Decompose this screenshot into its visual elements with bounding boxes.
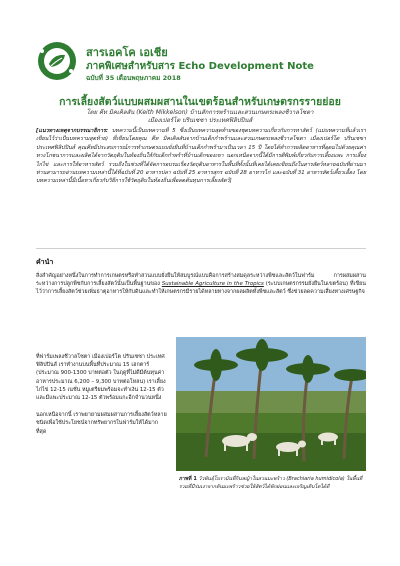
body-paragraph: นอกเหนือจากนี้ เราพยายามผสมผสานการเลี้ยงสัตว์หลายชนิดเพื่อใช้ประโยชน์จากทรัพยากรในฟาร์มให้ได้มากที่สุด	[36, 412, 167, 435]
section-divider	[36, 248, 366, 249]
intro-text-b: (ระบบเกษตรกรรมยั่งยืนในเขตร้อน) ที่เขียนไว้ว่าการเลี้ยงสัตว์ช่วยเพิ่มธาตุอาหารให้กับดินและทำให้เกษตรกรมีรายได้หลายทางจากผลผลิตทั้งพืชและสัตว์ ซึ่งช่วยลดความเสี่ยงทางเศรษฐกิจ	[36, 281, 366, 296]
intro-text-a: สิ่งสำคัญอย่างหนึ่งในการทำการเกษตรหรือทำสวนแบบยั่งยืนให้สมบูรณ์แบบคือการสร้างสมดุลระหว่างพืชและสัตว์ในฟาร์ม การผสมผสานระหว่างการปลูกพืชกับการเลี้ยงสัตว์นั้นเป็นพื้นฐานของ	[36, 273, 366, 288]
body-column	[36, 353, 168, 445]
globe-leaf-logo-icon	[36, 40, 78, 82]
intro-heading: คำนำ	[36, 258, 54, 266]
masthead-title: สารเอคโค เอเชีย	[86, 46, 168, 59]
byline-location: เมืองเปอร์โต ปรินเซซา ประเทศฟิลิปปินส์	[147, 117, 253, 124]
byline	[0, 109, 400, 125]
cattle-grazing-photo	[176, 337, 366, 471]
issue-info: ฉบับที่ 35 เดือนพฤษภาคม 2018	[86, 74, 181, 82]
byline-author: โดย คีท มิคเคิลสัน (Keith Mikkelson) บ้านสักการพร้านและสวนเกษตรเพลงชีวาลโซตา	[86, 109, 314, 116]
editor-note-label: [แนวทางเหตุจากบรรณาธิการ:	[36, 128, 109, 134]
editor-note	[36, 127, 366, 186]
intro-paragraph	[36, 272, 366, 297]
masthead-subtitle: ภาคพิเศษสำหรับสาร Echo Development Note	[86, 61, 314, 72]
sustainable-agriculture-link[interactable]: Sustainable Agriculture in the Tropics	[161, 281, 264, 288]
masthead	[86, 46, 386, 83]
header	[0, 0, 400, 86]
body-paragraph: ที่ฟาร์มเพลงชีวาลโซตา เมืองเปอร์โต ปรินเซซา ประเทศฟิลิปปินส์ เราทำงานบนพื้นที่ประมาณ 15 เฮกตาร์ (ประมาณ 900-1300 บาทต่อตัว ในฤดูที่ไม่ดีมีต้นทุนค่าอาหารประมาณ 6,200 – 9,300 บาทต่อโหลน) เราเลี้ยงไก่ไข่ 12-15 เนชั่น หมูเตรียมพร้อมจะทำเงิน 12-15 ตัวและมีแพะประมาณ 12-15 ตัวพร้อมแกะอีกจำนวนหนึ่ง	[36, 354, 166, 402]
editor-note-text: บทความนี้เป็นบทความที่ 5 ซึ่งเป็นบทความสุดท้ายของชุดบทความเกี่ยวกับการหาสัตว์ (แม่บทความที่แล้วเราเขียนไว้ว่าเป็นบทความสุดท้าย) ที่เขียนโดยคุณ คีท มิคเคิลสันจากบ้านเด็กกำพร้านและสวนเกษตรเพลงชีวาลโซตา เมืองเปอร์โต ปรินเซซา ประเทศฟิลิปปินส์ คุณคีทมีประสบการณ์การทำเกษตรแบบยั่งยืนที่บ้านเด็กกำพร้ามาเป็นเวลา 15 ปี โดยได้ทำการผลิตอาหารที่อุดมไปด้วยคุณค่าทางโภชนาการและผลิตได้จากวัตถุดิบในท้องถิ่นให้กับเด็กกำพร้าที่บ้านเด็กของเขา นอกเหนือจากนี้ได้มีการตีพิมพ์เกี่ยวกับการเลี้ยงแพะ การเลี้ยงไก่ไข่ และการให้อาหารสัตว์ รวมถึงในช่วงที่ได้จัดการอบรมเรื่องวัตถุดิบอาหารในพื้นที่ทั้งนั้นที่เคยได้เคยเขียนถึงในสารสัตว์หลายฉบับที่ผ่านมา ท่านสามารถอ่านบทความเหล่านี้ได้ที่ฉบับที่ 20 อาหารปลา ฉบับที่ 25 อาหารสุกร ฉบับที่ 28 อาหารไก่ และฉบับที่ 31 อาหารสัตว์เคี้ยวเอื้อง โดยบทความเหล่านี้มีเนื้อหาเกี่ยวกับวิธีการใช้วัตถุดิบในท้องถิ่นเพื่อลดต้นทุนการเลี้ยงสัตว์]	[36, 128, 366, 185]
caption-text: วัวพันธุ์โบรามันที่กินหญ้าในสวนมะพร้าว (Brachiaria humidicola) ในพื้นที่รวมที่มีร่มเงาจากต้นมะพร้าวช่วยให้สัตว์ได้พักผ่อนและเจริญเติบโตได้ดี	[179, 476, 363, 490]
caption-label: ภาพที่ 1	[179, 476, 197, 482]
photo-caption	[179, 476, 365, 491]
article-title: การเลี้ยงสัตว์แบบผสมผสานในเขตร้อนสำหรับเกษตรกรรายย่อย	[59, 96, 341, 108]
